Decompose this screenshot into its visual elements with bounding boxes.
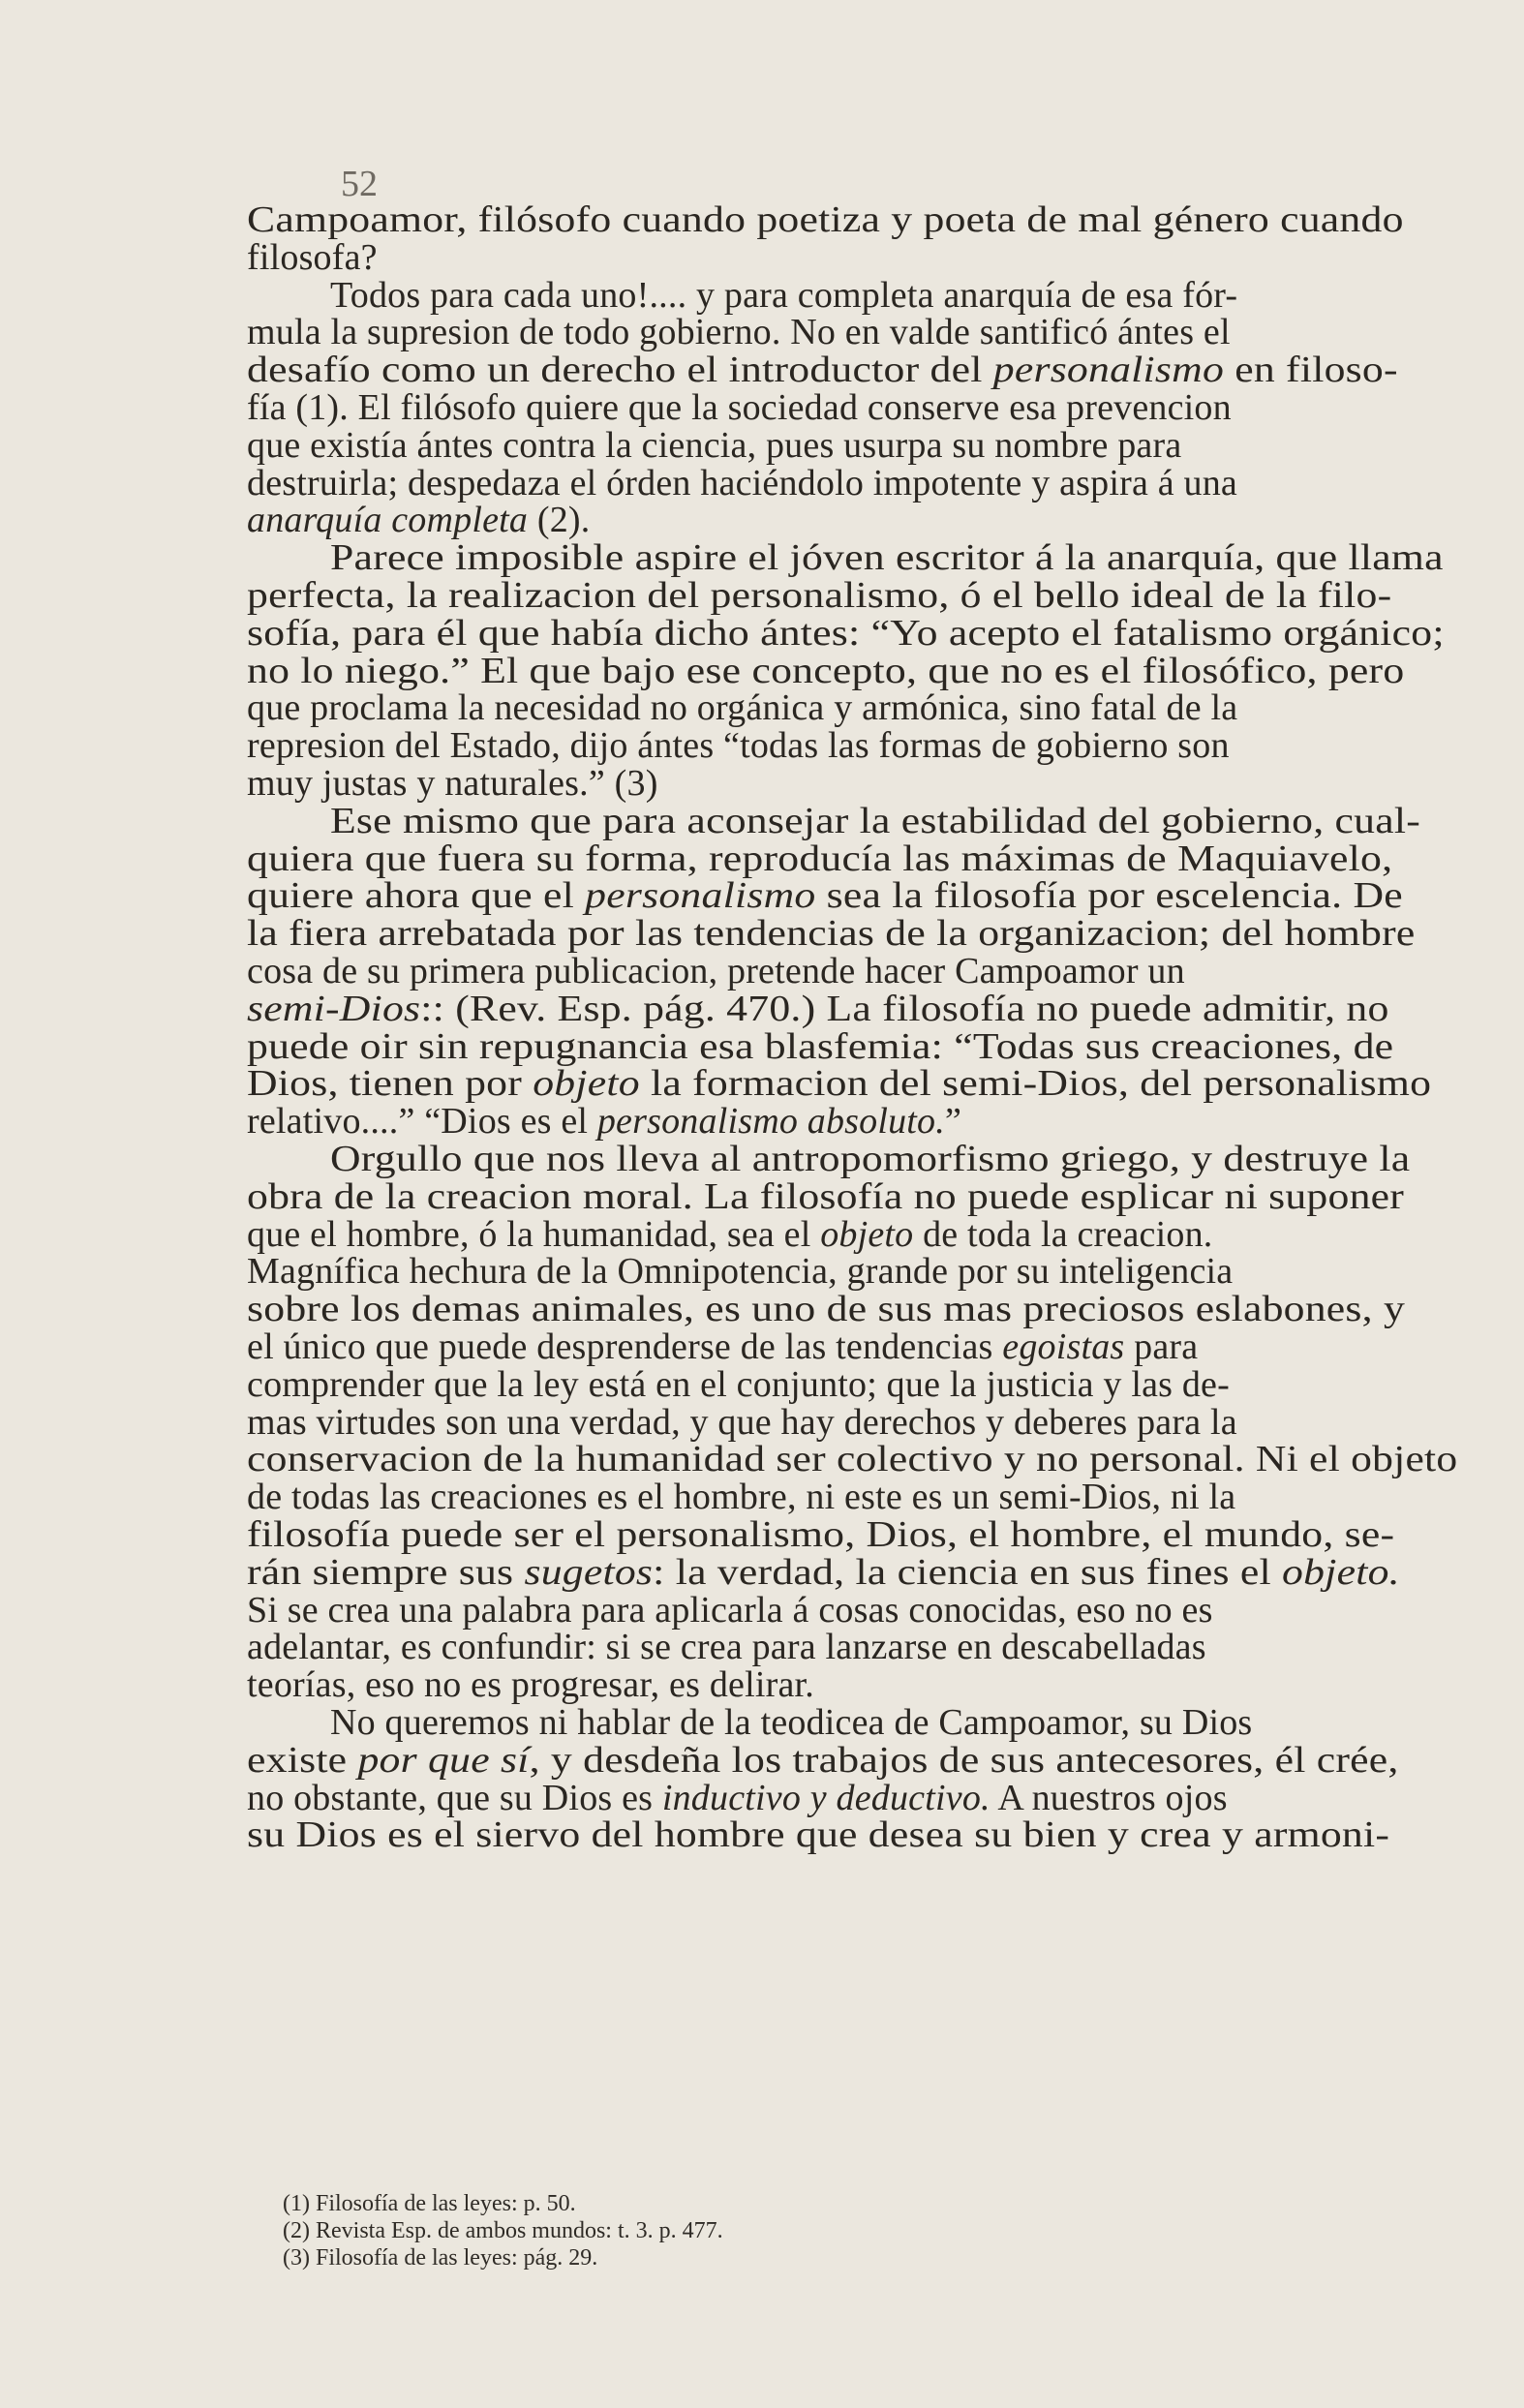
text-line — [247, 1814, 1389, 1856]
text-run: :: (Rev. Esp. pág. 470.) La filosofía no puede admitir, no — [420, 988, 1389, 1029]
text-run: existe — [247, 1739, 358, 1781]
text-run: que existía ántes contra la ciencia, pues usurpa su nombre para — [247, 424, 1182, 466]
text-line — [247, 1363, 1230, 1406]
text-run: Magnífica hechura de la Omnipotencia, grande por su inteligencia — [247, 1251, 1234, 1293]
text-line — [247, 1175, 1404, 1218]
footnote: (1) Filosofía de las leyes: p. 50. — [283, 2191, 576, 2216]
text-line — [247, 724, 1230, 767]
text-run: (2). — [528, 500, 591, 541]
text-line — [247, 198, 1404, 241]
italic-run: anarquía completa — [247, 500, 529, 541]
text-line — [247, 1326, 1198, 1368]
text-run: su Dios es el siervo del hombre que desea su bien y crea y armoni- — [247, 1814, 1390, 1856]
text-run: sofía, para él que había dicho ántes: “Yo acepto el fatalismo orgánico; — [247, 612, 1445, 654]
italic-run: por que sí — [357, 1739, 530, 1781]
text-run: Dios, tienen por — [247, 1063, 533, 1105]
text-line — [247, 912, 1416, 955]
text-line — [247, 499, 590, 541]
text-line — [247, 612, 1445, 655]
text-run: relativo....” “Dios es el — [247, 1101, 597, 1143]
text-line — [247, 1438, 1457, 1480]
text-line — [330, 274, 1237, 317]
italic-run: personalismo — [585, 875, 816, 917]
text-run: de toda la creacion. — [913, 1213, 1213, 1255]
text-run: la fiera arrebatada por las tendencias de la organizacion; del hombre — [247, 913, 1416, 955]
text-run: sobre los demas animales, es uno de sus mas preciosos eslabones, y — [247, 1289, 1406, 1330]
text-run: Parece imposible aspire el jóven escritor á la anarquía, que llama — [330, 537, 1444, 579]
text-line — [247, 1401, 1237, 1444]
text-line — [247, 1100, 961, 1143]
text-run: que proclama la necesidad no orgánica y armónica, sino fatal de la — [247, 687, 1238, 729]
text-line — [247, 874, 1403, 917]
italic-run: sugetos — [524, 1551, 654, 1593]
text-run: No queremos ni hablar de la teodicea de Campoamor, su Dios — [330, 1702, 1253, 1743]
italic-run: inductivo y deductivo. — [661, 1777, 991, 1818]
text-line — [247, 1663, 814, 1706]
text-run: Orgullo que nos lleva al antropomorfismo griego, y destruye la — [330, 1139, 1411, 1179]
italic-run: personalismo absoluto. — [596, 1101, 945, 1143]
italic-run: objeto — [820, 1213, 914, 1255]
text-line — [247, 988, 1389, 1030]
text-run: que el hombre, ó la humanidad, sea el — [247, 1213, 821, 1255]
text-line — [247, 1513, 1394, 1556]
text-run: rán siempre sus — [247, 1551, 525, 1593]
text-line — [247, 424, 1181, 467]
text-line — [247, 311, 1231, 353]
text-run: comprender que la ley está en el conjunto; que la justicia y las de- — [247, 1363, 1230, 1405]
text-run: cosa de su primera publicacion, pretende hacer Campoamor un — [247, 951, 1185, 991]
italic-run: semi-Dios — [247, 988, 421, 1029]
text-line — [247, 762, 658, 805]
text-line — [247, 1551, 1400, 1594]
page-number: 52 — [341, 164, 378, 204]
footnote: (3) Filosofía de las leyes: pág. 29. — [283, 2245, 598, 2271]
text-run: Ese mismo que para aconsejar la estabilidad del gobierno, cual- — [330, 800, 1421, 841]
text-line — [247, 236, 378, 279]
text-run: para — [1124, 1326, 1199, 1367]
text-run: sea la filosofía por escelencia. De — [815, 875, 1403, 917]
text-run: no lo niego.” El que bajo ese concepto, que no es el filosófico, pero — [247, 650, 1405, 691]
text-line — [247, 686, 1237, 729]
text-run: la formacion del semi-Dios, del personalismo — [639, 1063, 1432, 1105]
text-line — [247, 574, 1391, 617]
text-line — [247, 1025, 1393, 1068]
text-run: ” — [944, 1101, 962, 1143]
italic-run: personalismo — [992, 350, 1225, 391]
text-line — [247, 462, 1237, 504]
italic-run: objeto. — [1282, 1551, 1400, 1593]
italic-run: egoistas — [1002, 1326, 1125, 1367]
text-line — [247, 838, 1392, 880]
text-run: represion del Estado, dijo ántes “todas las formas de gobierno son — [247, 725, 1230, 767]
text-run: conservacion de la humanidad ser colectivo y no personal. Ni el objeto — [247, 1439, 1458, 1480]
text-line — [247, 1250, 1233, 1293]
text-line — [247, 650, 1404, 692]
text-run: : la verdad, la ciencia en sus fines el — [653, 1551, 1283, 1593]
text-run: Todos para cada uno!.... y para completa anarquía de esa fór- — [330, 274, 1238, 316]
text-run: perfecta, la realizacion del personalismo, ó el bello ideal de la filo- — [247, 575, 1392, 616]
text-line — [330, 800, 1420, 842]
text-run: filosofía puede ser el personalismo, Dios, el hombre, el mundo, se- — [247, 1514, 1395, 1555]
text-line — [247, 1589, 1213, 1631]
text-line — [247, 1476, 1235, 1518]
text-run: filosofa? — [247, 236, 378, 278]
text-run: quiera que fuera su forma, reproducía las máximas de Maquiavelo, — [247, 838, 1393, 879]
text-line — [247, 1777, 1228, 1819]
text-line — [247, 349, 1398, 391]
text-line — [247, 1626, 1206, 1668]
text-run: A nuestros ojos — [990, 1777, 1228, 1818]
text-run: mas virtudes son una verdad, y que hay derechos y deberes para la — [247, 1401, 1237, 1443]
text-run: Campoamor, filósofo cuando poetiza y poeta de mal género cuando — [247, 199, 1404, 240]
text-line — [247, 1739, 1399, 1782]
text-run: el único que puede desprenderse de las tendencias — [247, 1326, 1003, 1367]
text-line — [330, 536, 1444, 579]
text-line — [247, 386, 1232, 429]
text-run: , y desdeña los trabajos de sus antecesores, él crée, — [529, 1739, 1399, 1781]
text-line — [330, 1701, 1252, 1744]
text-run: adelantar, es confundir: si se crea para lanzarse en descabelladas — [247, 1627, 1206, 1668]
footnote: (2) Revista Esp. de ambos mundos: t. 3. p. 477. — [283, 2218, 723, 2243]
text-run: obra de la creacion moral. La filosofía no puede esplicar ni suponer — [247, 1175, 1405, 1217]
text-run: puede oir sin repugnancia esa blasfemia: “Todas sus creaciones, de — [247, 1025, 1394, 1067]
text-line — [247, 1062, 1431, 1105]
text-run: mula la supresion de todo gobierno. No en valde santificó ántes el — [247, 312, 1231, 353]
text-run: teorías, eso no es progresar, es delirar. — [247, 1664, 814, 1706]
text-run: Si se crea una palabra para aplicarla á cosas conocidas, eso no es — [247, 1589, 1213, 1631]
text-run: fía (1). El filósofo quiere que la sociedad conserve esa prevencion — [247, 387, 1232, 428]
text-line — [247, 1213, 1212, 1256]
italic-run: objeto — [533, 1063, 640, 1105]
text-run: no obstante, que su Dios es — [247, 1777, 662, 1818]
text-run: quiere ahora que el — [247, 875, 586, 917]
text-run: de todas las creaciones es el hombre, ni este es un semi-Dios, ni la — [247, 1477, 1236, 1518]
text-line — [247, 1288, 1405, 1330]
text-run: muy justas y naturales.” (3) — [247, 763, 658, 804]
text-run: en filoso- — [1224, 350, 1398, 391]
text-line — [330, 1138, 1410, 1180]
text-run: desafío como un derecho el introductor del — [247, 350, 993, 391]
text-line — [247, 950, 1185, 992]
text-run: destruirla; despedaza el órden haciéndolo impotente y aspira á una — [247, 462, 1237, 503]
